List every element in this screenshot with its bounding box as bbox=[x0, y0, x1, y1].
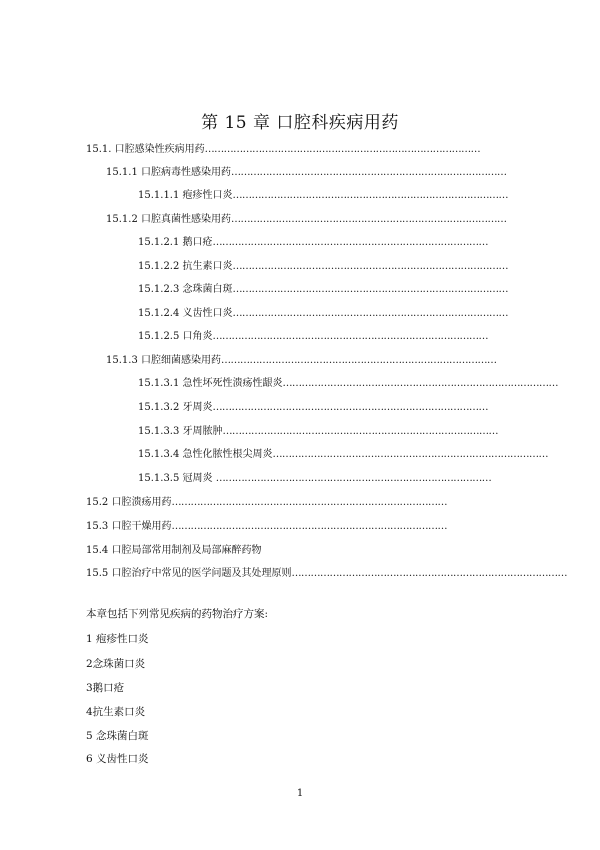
toc-leader: …………………………………………………………………………… bbox=[221, 355, 497, 366]
toc-entry[interactable] bbox=[138, 401, 489, 415]
toc-entry[interactable] bbox=[86, 544, 261, 558]
toc-leader: …………………………………………………………………………… bbox=[212, 237, 489, 248]
toc-entry[interactable] bbox=[138, 425, 499, 439]
toc-label: 15.1.3.3 牙周脓肿 bbox=[138, 426, 223, 437]
toc-label: 15.2 口腔溃疡用药 bbox=[86, 497, 172, 508]
toc-leader: …………………………………………………………………………… bbox=[232, 190, 509, 201]
toc-entry[interactable] bbox=[138, 330, 495, 344]
toc-entry[interactable] bbox=[86, 567, 567, 581]
toc-leader: …………………………………………………………………………… bbox=[204, 144, 481, 155]
list-item: 3鹅口疮 bbox=[86, 682, 125, 694]
toc-leader: …………………………………………………………………………… bbox=[171, 497, 447, 508]
intro-text: 本章包括下列常见疾病的药物治疗方案: bbox=[86, 608, 269, 620]
toc-leader: …………………………………………………………………………… bbox=[272, 449, 549, 460]
toc-leader: …………………………………………………………………………… bbox=[231, 167, 507, 178]
list-item: 2念珠菌口炎 bbox=[86, 658, 146, 670]
toc-leader: …………………………………………………………………………… bbox=[212, 331, 489, 342]
chapter-title: 第 15 章 口腔科疾病用药 bbox=[201, 113, 399, 133]
toc-label: 15.1.3.2 牙周炎 bbox=[138, 402, 213, 413]
toc-label: 15.3 口腔干燥用药 bbox=[86, 521, 172, 532]
toc-label: 15.1.1.1 疱疹性口炎 bbox=[138, 190, 233, 201]
toc-entry[interactable] bbox=[138, 283, 509, 297]
toc-label: 15.1.3.5 冠周炎 bbox=[138, 473, 216, 484]
toc-label: 15.1.1 口腔病毒性感染用药 bbox=[106, 167, 231, 178]
toc-entry[interactable] bbox=[138, 472, 492, 486]
toc-entry[interactable] bbox=[106, 354, 497, 368]
page-number: 1 bbox=[296, 788, 304, 799]
toc-entry[interactable] bbox=[86, 496, 489, 510]
toc-label: 15.1. 口腔感染性疾病用药 bbox=[86, 144, 205, 155]
toc-leader: …………………………………………………………………………… bbox=[232, 284, 509, 295]
list-item: 6 义齿性口炎 bbox=[86, 753, 149, 765]
toc-leader: …………………………………………………………………………… bbox=[232, 308, 509, 319]
toc-label: 15.4 口腔局部常用制剂及局部麻醉药物 bbox=[86, 545, 262, 556]
toc-entry[interactable] bbox=[106, 213, 506, 227]
toc-entry[interactable] bbox=[86, 520, 489, 534]
toc-label: 15.1.2.4 义齿性口炎 bbox=[138, 308, 233, 319]
toc-label: 15.1.3.4 急性化脓性根尖周炎 bbox=[138, 449, 273, 460]
toc-label: 15.1.2.1 鹅口疮 bbox=[138, 237, 213, 248]
list-item: 1 疱疹性口炎 bbox=[86, 633, 149, 645]
toc-leader: …………………………………………………………………………… bbox=[282, 378, 559, 389]
toc-label: 15.1.2.3 念珠菌白斑 bbox=[138, 284, 233, 295]
toc-label: 15.1.2.2 抗生素口炎 bbox=[138, 261, 233, 272]
toc-leader: …………………………………………………………………………… bbox=[232, 261, 509, 272]
toc-label: 15.1.3.1 急性坏死性溃疡性龈炎 bbox=[138, 378, 283, 389]
toc-leader: …………………………………………………………………………… bbox=[291, 568, 567, 579]
toc-leader: …………………………………………………………………………… bbox=[171, 521, 447, 532]
toc-label: 15.1.2 口腔真菌性感染用药 bbox=[106, 214, 231, 225]
toc-entry[interactable] bbox=[86, 143, 481, 157]
toc-entry[interactable] bbox=[138, 236, 489, 250]
list-item: 4抗生素口炎 bbox=[86, 706, 146, 718]
toc-entry[interactable] bbox=[138, 448, 549, 462]
toc-label: 15.1.3 口腔细菌感染用药 bbox=[106, 355, 221, 366]
toc-leader: …………………………………………………………………………… bbox=[231, 214, 507, 225]
toc-leader: …………………………………………………………………………… bbox=[212, 402, 489, 413]
toc-entry[interactable] bbox=[138, 189, 507, 203]
toc-entry[interactable] bbox=[138, 307, 509, 321]
list-item: 5 念珠菌白斑 bbox=[86, 730, 149, 742]
toc-leader: …………………………………………………………………………… bbox=[215, 473, 492, 484]
toc-entry[interactable] bbox=[138, 260, 509, 274]
toc-leader: …………………………………………………………………………… bbox=[222, 426, 499, 437]
toc-entry[interactable] bbox=[106, 166, 507, 180]
toc-label: 15.1.2.5 口角炎 bbox=[138, 331, 213, 342]
toc-entry[interactable] bbox=[138, 377, 559, 391]
toc-label: 15.5 口腔治疗中常见的医学问题及其处理原则 bbox=[86, 568, 292, 579]
